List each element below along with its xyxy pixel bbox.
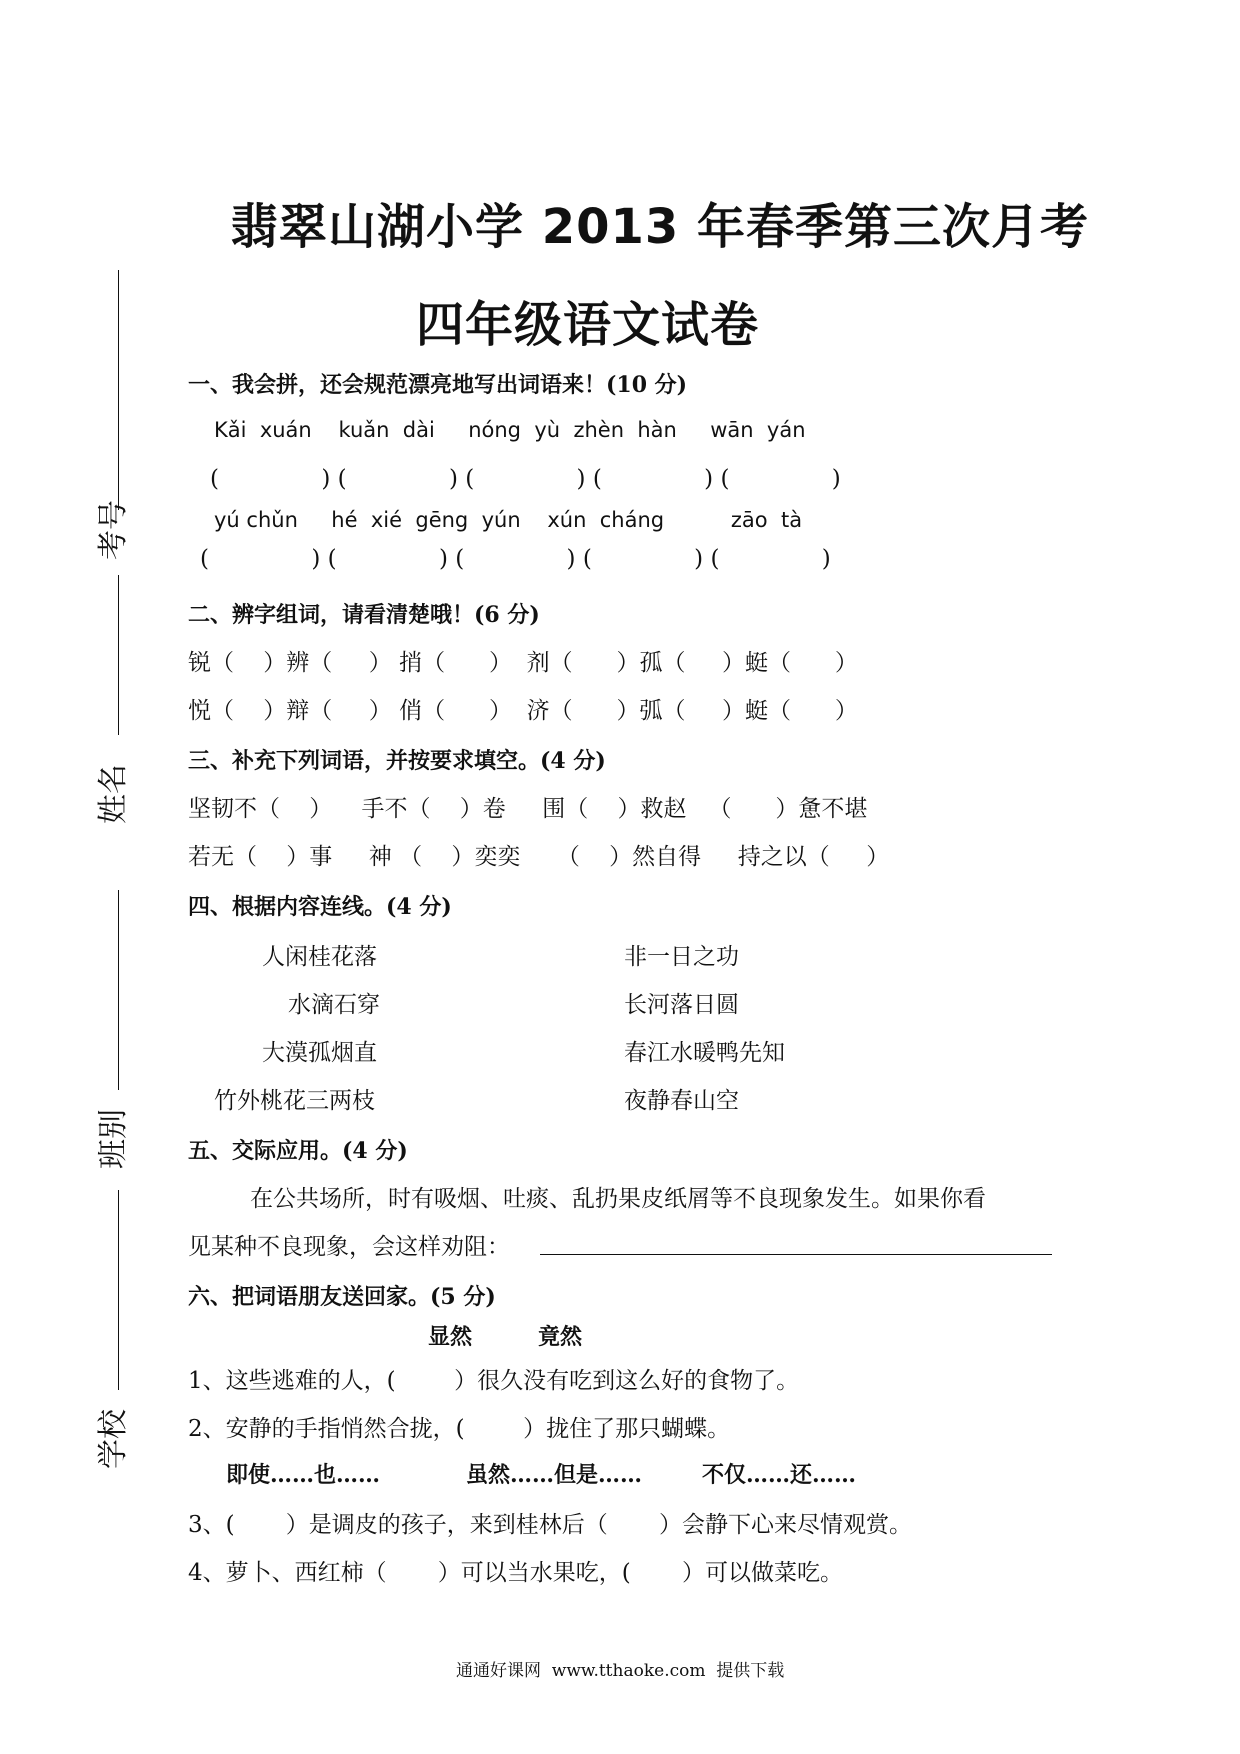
page-subtitle: 四年级语文试卷: [416, 297, 760, 353]
side-label-class: 班别: [96, 1109, 131, 1169]
word-choice: 竟然: [538, 1324, 583, 1350]
side-label-school: 学校: [96, 1409, 131, 1469]
char-group-row-2[interactable]: 悦（ ）辩（ ） 俏（ ） 济（ ）弧（ ）蜓（ ）: [188, 698, 858, 724]
match-right-item[interactable]: 长河落日圆: [624, 992, 739, 1018]
word-choice: 显然: [428, 1324, 473, 1350]
answer-line[interactable]: [540, 1254, 1052, 1255]
section-6-heading: 六、把词语朋友送回家。(5 分): [188, 1284, 496, 1310]
match-left-item[interactable]: 人闲桂花落: [262, 944, 377, 970]
section-5-prompt-cont: 见某种不良现象，会这样劝阻：: [188, 1234, 510, 1260]
conjunction-choice: 即使……也……: [226, 1462, 381, 1488]
char-group-row-1[interactable]: 锐（ ）辨（ ） 捎（ ） 剂（ ）孤（ ）蜓（ ）: [188, 650, 858, 676]
section-3-heading: 三、补充下列词语，并按要求填空。(4 分): [188, 748, 606, 774]
question-2[interactable]: 2、安静的手指悄然合拢，( ）拢住了那只蝴蝶。: [188, 1416, 731, 1442]
pinyin-row-1: Kǎi xuán kuǎn dài nóng yù zhèn hàn wān yán: [214, 418, 806, 442]
pinyin-row-2: yú chǔn hé xié gēng yún xún cháng zāo tà: [214, 508, 803, 532]
conjunction-choice: 不仅……还……: [702, 1462, 857, 1488]
answer-blanks-row-2[interactable]: ( ) ( ) ( ) ( ) ( ): [200, 546, 831, 572]
side-label-name: 姓名: [96, 764, 131, 824]
idiom-row-1[interactable]: 坚韧不（ ） 手不（ ）卷 围（ ）救赵 （ ）惫不堪: [188, 796, 868, 822]
side-label-exam-number: 考号: [96, 500, 131, 560]
section-2-heading: 二、辨字组词，请看清楚哦！(6 分): [188, 602, 540, 628]
binding-line: [118, 890, 119, 1090]
match-left-item[interactable]: 水滴石穿: [288, 992, 380, 1018]
binding-line: [118, 575, 119, 735]
match-right-item[interactable]: 夜静春山空: [624, 1088, 739, 1114]
page-title: 翡翠山湖小学 2013 年春季第三次月考: [230, 199, 1090, 255]
conjunction-choice: 虽然……但是……: [466, 1462, 643, 1488]
match-right-item[interactable]: 春江水暖鸭先知: [624, 1040, 785, 1066]
match-left-item[interactable]: 竹外桃花三两枝: [214, 1088, 375, 1114]
section-4-heading: 四、根据内容连线。(4 分): [188, 894, 452, 920]
question-4[interactable]: 4、萝卜、西红柿（ ）可以当水果吃，( ）可以做菜吃。: [188, 1560, 843, 1586]
binding-line: [118, 270, 119, 510]
binding-line: [118, 1190, 119, 1390]
match-right-item[interactable]: 非一日之功: [624, 944, 739, 970]
match-left-item[interactable]: 大漠孤烟直: [262, 1040, 377, 1066]
section-5-prompt: 在公共场所，时有吸烟、吐痰、乱扔果皮纸屑等不良现象发生。如果你看: [250, 1186, 986, 1212]
answer-blanks-row-1[interactable]: ( ) ( ) ( ) ( ) ( ): [210, 466, 841, 492]
question-3[interactable]: 3、( ）是调皮的孩子，来到桂林后（ ）会静下心来尽情观赏。: [188, 1512, 912, 1538]
question-1[interactable]: 1、这些逃难的人，( ）很久没有吃到这么好的食物了。: [188, 1368, 800, 1394]
footer-credit: 通通好课网 www.tthaoke.com 提供下载: [456, 1661, 785, 1681]
section-5-heading: 五、交际应用。(4 分): [188, 1138, 408, 1164]
section-1-heading: 一、我会拼，还会规范漂亮地写出词语来！(10 分): [188, 372, 688, 398]
idiom-row-2[interactable]: 若无（ ）事 神 （ ）奕奕 （ ）然自得 持之以（ ）: [188, 844, 890, 870]
